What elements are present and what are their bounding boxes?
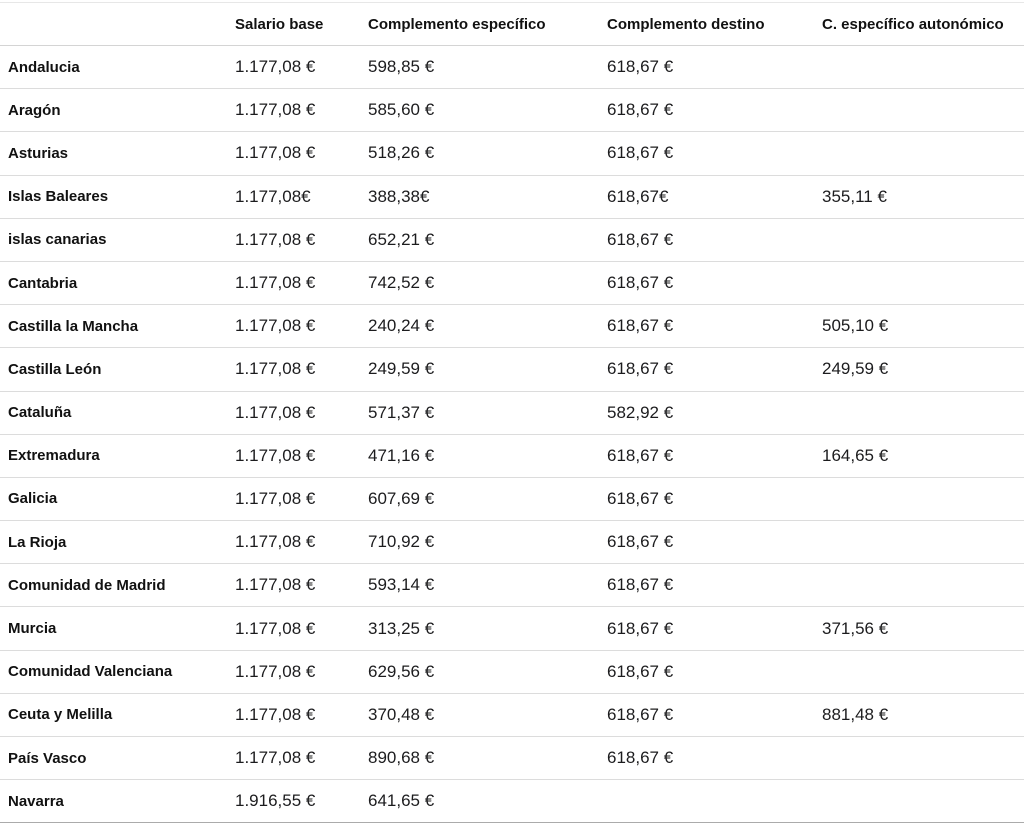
value-cell bbox=[814, 218, 1024, 261]
value-cell: 618,67 € bbox=[599, 693, 814, 736]
value-cell bbox=[814, 564, 1024, 607]
value-cell: 881,48 € bbox=[814, 693, 1024, 736]
value-cell bbox=[814, 132, 1024, 175]
value-cell: 1.177,08 € bbox=[227, 261, 360, 304]
value-cell: 1.177,08 € bbox=[227, 434, 360, 477]
value-cell: 618,67 € bbox=[599, 305, 814, 348]
value-cell: 505,10 € bbox=[814, 305, 1024, 348]
column-header-especifico-autonomico: C. específico autonómico bbox=[814, 3, 1024, 46]
region-cell: Castilla León bbox=[0, 348, 227, 391]
table-row bbox=[0, 477, 1024, 520]
region-cell: País Vasco bbox=[0, 737, 227, 780]
value-cell bbox=[599, 780, 814, 823]
value-cell: 710,92 € bbox=[360, 521, 599, 564]
value-cell: 618,67 € bbox=[599, 132, 814, 175]
value-cell: 582,92 € bbox=[599, 391, 814, 434]
value-cell: 618,67 € bbox=[599, 737, 814, 780]
region-cell: Aragón bbox=[0, 89, 227, 132]
value-cell: 618,67 € bbox=[599, 261, 814, 304]
value-cell: 618,67 € bbox=[599, 89, 814, 132]
value-cell: 1.916,55 € bbox=[227, 780, 360, 823]
region-cell: Asturias bbox=[0, 132, 227, 175]
table-row bbox=[0, 564, 1024, 607]
column-header-region bbox=[0, 3, 227, 46]
value-cell: 355,11 € bbox=[814, 175, 1024, 218]
value-cell: 618,67€ bbox=[599, 175, 814, 218]
column-header-complemento-especifico: Complemento específico bbox=[360, 3, 599, 46]
value-cell bbox=[814, 391, 1024, 434]
value-cell: 518,26 € bbox=[360, 132, 599, 175]
value-cell: 607,69 € bbox=[360, 477, 599, 520]
value-cell: 1.177,08 € bbox=[227, 693, 360, 736]
value-cell: 618,67 € bbox=[599, 477, 814, 520]
value-cell: 890,68 € bbox=[360, 737, 599, 780]
region-cell: Galicia bbox=[0, 477, 227, 520]
value-cell: 618,67 € bbox=[599, 607, 814, 650]
table-row bbox=[0, 737, 1024, 780]
value-cell: 1.177,08€ bbox=[227, 175, 360, 218]
value-cell: 1.177,08 € bbox=[227, 564, 360, 607]
table-body bbox=[0, 46, 1024, 823]
region-cell: islas canarias bbox=[0, 218, 227, 261]
column-header-salario-base: Salario base bbox=[227, 3, 360, 46]
region-cell: Ceuta y Melilla bbox=[0, 693, 227, 736]
value-cell: 1.177,08 € bbox=[227, 737, 360, 780]
table-row bbox=[0, 607, 1024, 650]
column-header-complemento-destino: Complemento destino bbox=[599, 3, 814, 46]
value-cell: 1.177,08 € bbox=[227, 46, 360, 89]
region-cell: Andalucia bbox=[0, 46, 227, 89]
region-cell: Islas Baleares bbox=[0, 175, 227, 218]
value-cell: 1.177,08 € bbox=[227, 391, 360, 434]
region-cell: Cantabria bbox=[0, 261, 227, 304]
region-cell: Cataluña bbox=[0, 391, 227, 434]
table-row bbox=[0, 348, 1024, 391]
value-cell: 618,67 € bbox=[599, 218, 814, 261]
table-header bbox=[0, 3, 1024, 46]
value-cell: 618,67 € bbox=[599, 434, 814, 477]
region-cell: Castilla la Mancha bbox=[0, 305, 227, 348]
value-cell: 1.177,08 € bbox=[227, 305, 360, 348]
value-cell: 1.177,08 € bbox=[227, 218, 360, 261]
table-row bbox=[0, 434, 1024, 477]
table-row bbox=[0, 218, 1024, 261]
value-cell bbox=[814, 780, 1024, 823]
value-cell: 1.177,08 € bbox=[227, 650, 360, 693]
value-cell bbox=[814, 477, 1024, 520]
value-cell: 1.177,08 € bbox=[227, 132, 360, 175]
value-cell bbox=[814, 737, 1024, 780]
table-row bbox=[0, 132, 1024, 175]
table-row bbox=[0, 780, 1024, 823]
value-cell: 593,14 € bbox=[360, 564, 599, 607]
value-cell: 313,25 € bbox=[360, 607, 599, 650]
value-cell: 742,52 € bbox=[360, 261, 599, 304]
value-cell: 571,37 € bbox=[360, 391, 599, 434]
value-cell: 618,67 € bbox=[599, 348, 814, 391]
value-cell: 1.177,08 € bbox=[227, 348, 360, 391]
value-cell: 164,65 € bbox=[814, 434, 1024, 477]
value-cell: 388,38€ bbox=[360, 175, 599, 218]
value-cell: 471,16 € bbox=[360, 434, 599, 477]
value-cell: 641,65 € bbox=[360, 780, 599, 823]
region-cell: Extremadura bbox=[0, 434, 227, 477]
value-cell: 585,60 € bbox=[360, 89, 599, 132]
table-row bbox=[0, 391, 1024, 434]
table-row bbox=[0, 261, 1024, 304]
value-cell: 598,85 € bbox=[360, 46, 599, 89]
region-cell: La Rioja bbox=[0, 521, 227, 564]
value-cell: 618,67 € bbox=[599, 46, 814, 89]
value-cell: 371,56 € bbox=[814, 607, 1024, 650]
value-cell: 249,59 € bbox=[360, 348, 599, 391]
value-cell: 370,48 € bbox=[360, 693, 599, 736]
value-cell: 652,21 € bbox=[360, 218, 599, 261]
value-cell: 629,56 € bbox=[360, 650, 599, 693]
value-cell: 618,67 € bbox=[599, 650, 814, 693]
table-row bbox=[0, 693, 1024, 736]
value-cell bbox=[814, 89, 1024, 132]
value-cell: 249,59 € bbox=[814, 348, 1024, 391]
table-row bbox=[0, 521, 1024, 564]
table-row bbox=[0, 46, 1024, 89]
value-cell bbox=[814, 521, 1024, 564]
region-cell: Comunidad Valenciana bbox=[0, 650, 227, 693]
region-cell: Comunidad de Madrid bbox=[0, 564, 227, 607]
value-cell: 618,67 € bbox=[599, 521, 814, 564]
value-cell bbox=[814, 261, 1024, 304]
value-cell bbox=[814, 650, 1024, 693]
value-cell: 618,67 € bbox=[599, 564, 814, 607]
table-row bbox=[0, 305, 1024, 348]
salary-table bbox=[0, 2, 1024, 823]
table-row bbox=[0, 175, 1024, 218]
table-row bbox=[0, 89, 1024, 132]
value-cell: 1.177,08 € bbox=[227, 477, 360, 520]
region-cell: Navarra bbox=[0, 780, 227, 823]
value-cell: 1.177,08 € bbox=[227, 521, 360, 564]
value-cell: 1.177,08 € bbox=[227, 89, 360, 132]
value-cell: 240,24 € bbox=[360, 305, 599, 348]
value-cell bbox=[814, 46, 1024, 89]
table-row bbox=[0, 650, 1024, 693]
value-cell: 1.177,08 € bbox=[227, 607, 360, 650]
region-cell: Murcia bbox=[0, 607, 227, 650]
header-row bbox=[0, 3, 1024, 46]
